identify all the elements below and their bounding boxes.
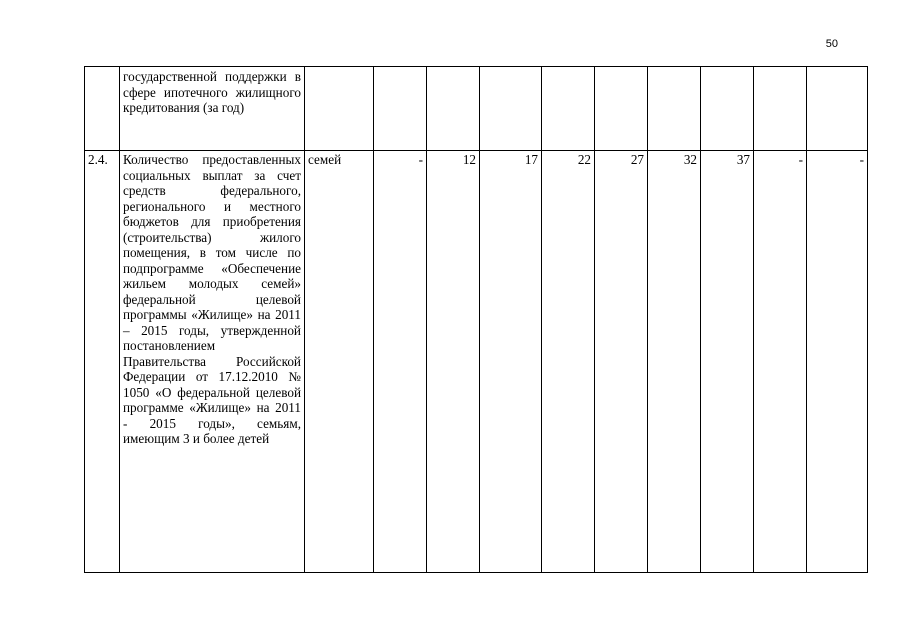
row-description-cell: государственной поддержки в сфере ипотечного жилищного кредитования (за год) (120, 67, 305, 151)
table-row (85, 151, 868, 573)
row-description-cell: Количество предоставленных социальных выплат за счет средств федерального, регионального и местного бюджетов для приобретения (строительства) жилого помещения, в том числе по подпрограмме «Обеспечение жильем молодых семей» федеральной целевой программы «Жилище» на 2011 – 2015 годы, утвержденной постановлением Правительства Российской Федерации от 17.12.2010 № 1050 «О федеральной целевой программе «Жилище» на 2011 - 2015 годы», семьям, имеющим 3 и более детей (120, 151, 305, 573)
page-number: 50 (825, 38, 838, 50)
value-cell: 27 (595, 151, 648, 573)
value-cell: 32 (648, 151, 701, 573)
value-cell (595, 67, 648, 151)
value-cell: - (754, 151, 807, 573)
value-cell (427, 67, 480, 151)
value-cell: 22 (542, 151, 595, 573)
table-row (85, 67, 868, 151)
value-cell: - (374, 151, 427, 573)
value-cell (648, 67, 701, 151)
value-cell (480, 67, 542, 151)
row-index-cell: 2.4. (85, 151, 120, 573)
value-cell (374, 67, 427, 151)
value-cell (754, 67, 807, 151)
value-cell: 12 (427, 151, 480, 573)
indicator-table (84, 66, 868, 573)
value-cell: 37 (701, 151, 754, 573)
value-cell: - (807, 151, 868, 573)
value-cell (701, 67, 754, 151)
value-cell (542, 67, 595, 151)
row-index-cell (85, 67, 120, 151)
row-unit-cell: семей (305, 151, 374, 573)
value-cell (807, 67, 868, 151)
row-unit-cell (305, 67, 374, 151)
value-cell: 17 (480, 151, 542, 573)
